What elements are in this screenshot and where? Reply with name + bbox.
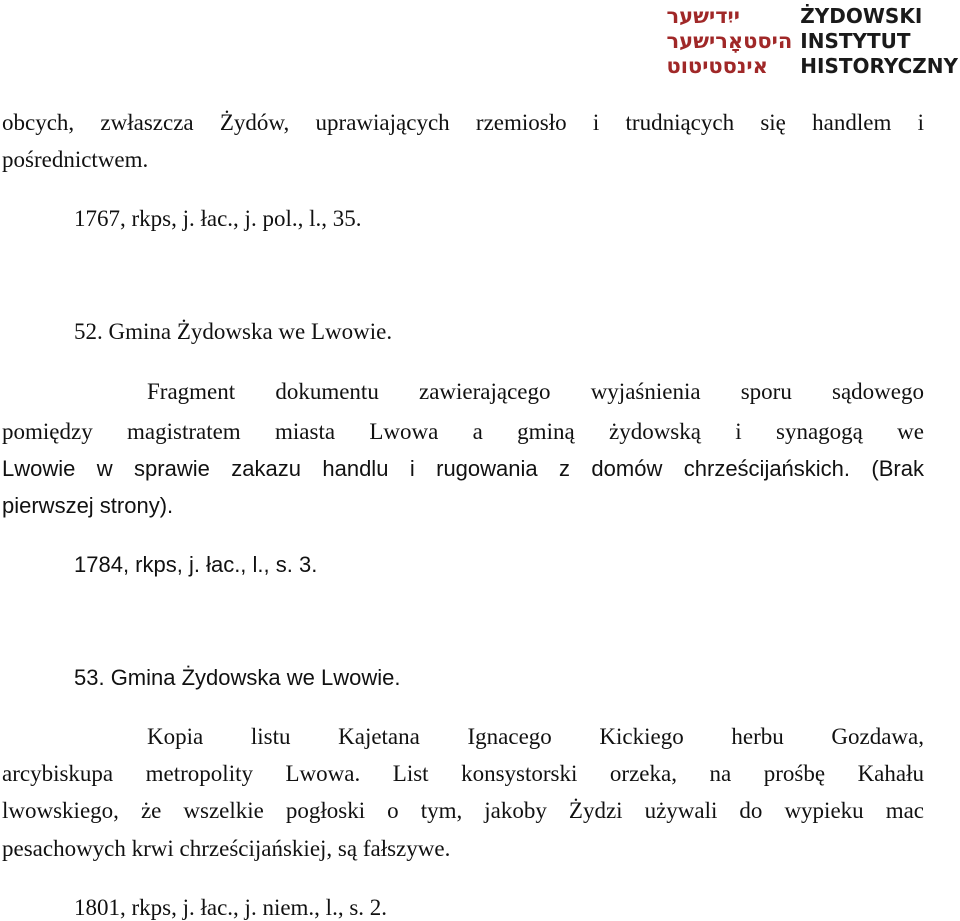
logo-hebrew-line-3: אינסטיטוט [666, 54, 768, 78]
logo-latin-line-1: ŻYDOWSKI [800, 4, 923, 28]
entry-53-desc-line-4: pesachowych krwi chrześcijańskiej, są fałszywe. [2, 836, 451, 861]
logo-latin-line-2: INSTYTUT [800, 29, 911, 53]
continuation-line-1: obcych, zwłaszcza Żydów, uprawiających rzemiosło i trudniących się handlem i [2, 110, 924, 135]
entry-52-desc-line-4: pierwszej strony). [2, 493, 174, 518]
citation-entry-51: 1767, rkps, j. łac., j. pol., l., 35. [74, 206, 362, 231]
entry-52-citation: 1784, rkps, j. łac., l., s. 3. [74, 552, 318, 577]
entry-53-heading: 53. Gmina Żydowska we Lwowie. [74, 665, 401, 690]
institute-logo [666, 4, 958, 79]
continuation-line-2: pośrednictwem. [2, 147, 149, 172]
logo-hebrew-line-1: ייִדישער [666, 4, 740, 28]
entry-52-desc-line-3: Lwowie w sprawie zakazu handlu i rugowania z domów chrześcijańskich. (Brak [2, 456, 924, 481]
entry-52-desc-line-1: Fragment dokumentu zawierającego wyjaśnienia sporu sądowego [147, 379, 924, 404]
entry-52-desc-line-2: pomiędzy magistratem miasta Lwowa a gminą żydowską i synagogą we [2, 419, 924, 444]
logo-latin-text [800, 4, 958, 79]
logo-hebrew-line-2: היסטאָרישער [666, 29, 793, 53]
logo-hebrew-text [666, 4, 792, 79]
entry-53-desc-line-1: Kopia listu Kajetana Ignacego Kickiego herbu Gozdawa, [147, 724, 924, 749]
entry-53-citation: 1801, rkps, j. łac., j. niem., l., s. 2. [74, 895, 388, 920]
entry-53-desc-line-2: arcybiskupa metropolity Lwowa. List konsystorski orzeka, na prośbę Kahału [2, 761, 924, 786]
entry-53-desc-line-3: lwowskiego, że wszelkie pogłoski o tym, jakoby Żydzi używali do wypieku mac [2, 798, 924, 823]
logo-latin-line-3: HISTORYCZNY [800, 54, 958, 78]
entry-52-heading: 52. Gmina Żydowska we Lwowie. [74, 319, 393, 344]
